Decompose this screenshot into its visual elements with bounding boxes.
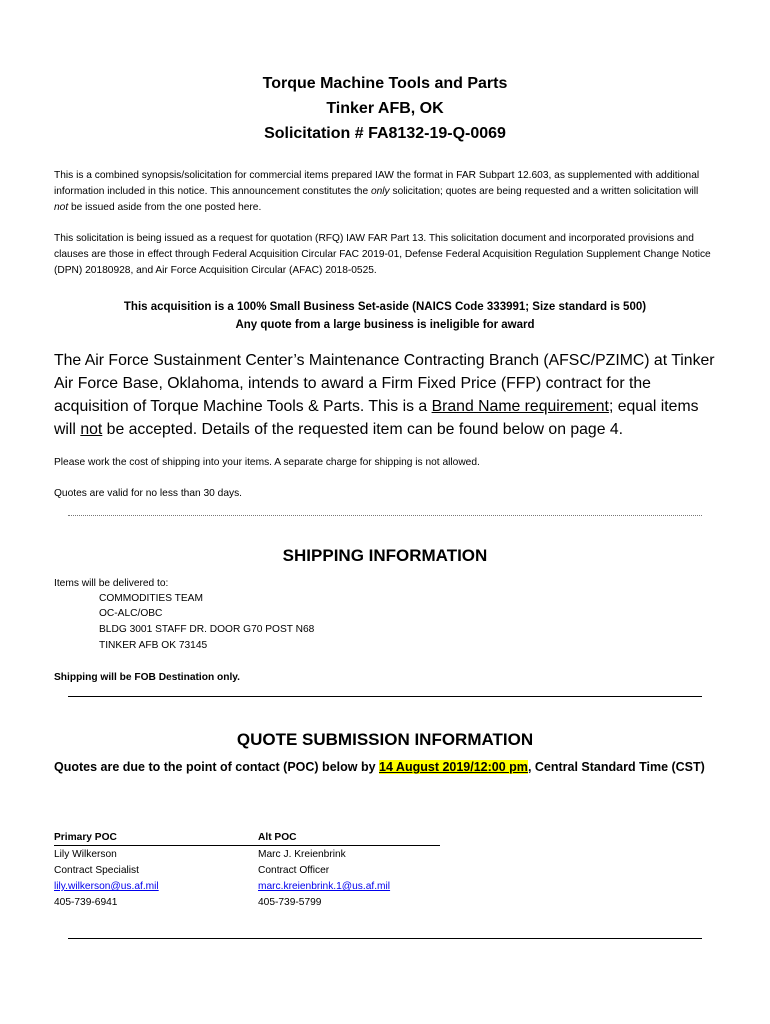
section-divider-1: [68, 515, 702, 516]
alt-poc-phone: 405-739-5799: [258, 897, 322, 908]
main-text-b: ; equal items will: [54, 398, 699, 438]
quote-due-date: 14 August 2019/12:00 pm: [379, 760, 528, 774]
primary-poc-label: Primary POC: [54, 830, 258, 846]
setaside-line-2: Any quote from a large business is ineligible for award: [235, 319, 535, 331]
address-line-2: OC-ALC/OBC: [99, 608, 163, 619]
intro-p1-only: only: [370, 186, 390, 197]
setaside-line-1: This acquisition is a 100% Small Business Set-aside (NAICS Code 333991; Size standard is 500): [123, 301, 647, 313]
quote-validity-note: Quotes are valid for no less than 30 days.: [54, 488, 243, 499]
primary-poc-email-link[interactable]: lily.wilkerson@us.af.mil: [54, 881, 159, 892]
doc-title-line2: Tinker AFB, OK: [326, 100, 444, 117]
address-line-4: TINKER AFB OK 73145: [99, 640, 208, 651]
alt-poc-name: Marc J. Kreienbrink: [258, 849, 346, 860]
main-text-a: The Air Force Sustainment Center’s Maintenance Contracting Branch (AFSC/PZIMC) at Tinker Air Force Base, Oklahoma, intends to award a Firm Fixed Price (FFP) contract for the acquisition of Torque Machine Tools & Parts. This is a: [54, 352, 715, 415]
delivery-intro: Items will be delivered to:: [54, 578, 169, 589]
intro-p1-text-b: solicitation; quotes are being requested and a written solicitation will: [389, 186, 699, 197]
section-divider-2: [68, 696, 702, 697]
main-text-c: be accepted. Details of the requested item can be found below on page 4.: [102, 421, 624, 438]
intro-p1-text-c: be issued aside from the one posted here.: [68, 202, 262, 213]
address-line-3: BLDG 3001 STAFF DR. DOOR G70 POST N68: [99, 624, 315, 635]
primary-poc-phone: 405-739-6941: [54, 897, 118, 908]
alt-poc-label: Alt POC: [258, 830, 440, 846]
quote-due-text-b: , Central Standard Time (CST): [527, 760, 705, 774]
primary-poc-name: Lily Wilkerson: [54, 849, 117, 860]
brand-name-requirement: Brand Name requirement: [431, 398, 609, 415]
shipping-heading: SHIPPING INFORMATION: [282, 546, 488, 565]
alt-poc-title: Contract Officer: [258, 865, 330, 876]
quote-due-text-a: Quotes are due to the point of contact (POC) below by: [54, 760, 380, 774]
fob-note: Shipping will be FOB Destination only.: [54, 672, 241, 683]
main-statement: [54, 349, 724, 441]
main-not: not: [80, 421, 103, 438]
intro-paragraph-2: This solicitation is being issued as a request for quotation (RFQ) IAW FAR Part 13. This solicitation document and incorporated provisions and clauses are those in effect through Federal Acquisition Circular FAC 2019-01, Defense Federal Acquisition Regulation Supplement Change Notice (DPN) 20180928, and Air Force Acquisition Circular (AFAC) 2018-0525.: [54, 233, 711, 276]
doc-title-line1: Torque Machine Tools and Parts: [262, 75, 508, 92]
quote-due-statement: [54, 758, 724, 777]
intro-p1-text-a: This is a combined synopsis/solicitation for commercial items prepared IAW the format in FAR Subpart 12.603, as supplemented with additional information included in this notice. This announcement constitutes the: [54, 170, 700, 197]
doc-title-line3: Solicitation # FA8132-19-Q-0069: [264, 125, 506, 142]
address-line-1: COMMODITIES TEAM: [99, 593, 203, 604]
primary-poc-title: Contract Specialist: [54, 865, 139, 876]
shipping-cost-note: Please work the cost of shipping into your items. A separate charge for shipping is not allowed.: [54, 457, 480, 468]
intro-paragraph-1: [54, 168, 714, 216]
alt-poc-email-link[interactable]: marc.kreienbrink.1@us.af.mil: [258, 881, 391, 892]
quote-heading: QUOTE SUBMISSION INFORMATION: [236, 730, 534, 749]
section-divider-3: [68, 938, 702, 939]
intro-p1-not: not: [54, 202, 69, 213]
